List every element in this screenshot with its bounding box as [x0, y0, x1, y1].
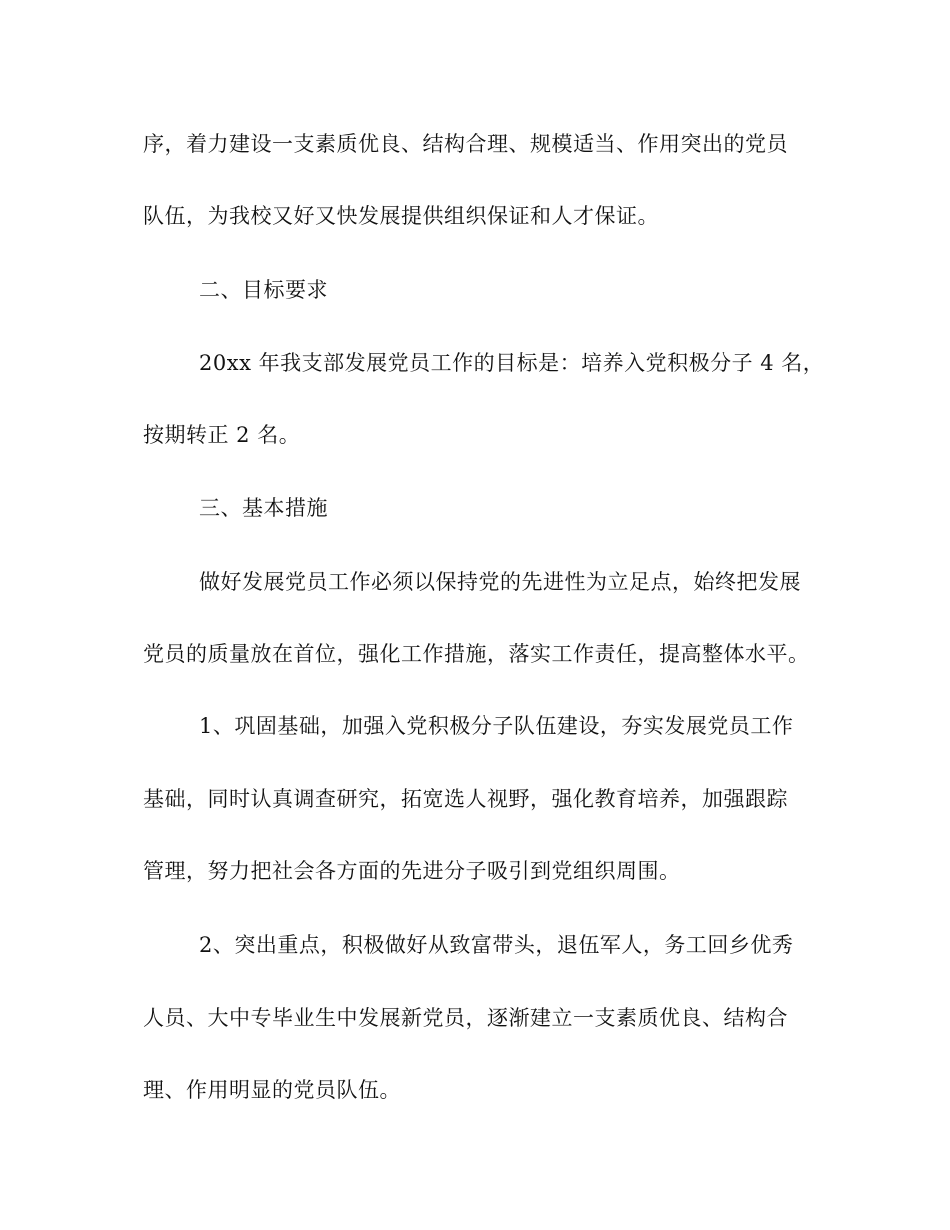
- section-heading: 三、基本措施: [199, 496, 328, 520]
- paragraph-line: 队伍，为我校又好又快发展提供组织保证和人才保证。: [143, 204, 659, 228]
- paragraph-line: 党员的质量放在首位，强化工作措施，落实工作责任，提高整体水平。: [143, 642, 810, 666]
- list-item-line: 2、突出重点，积极做好从致富带头，退伍军人，务工回乡优秀: [199, 933, 794, 957]
- list-item-line: 1、巩固基础，加强入党积极分子队伍建设，夯实发展党员工作: [199, 714, 794, 738]
- paragraph-line: 序，着力建设一支素质优良、结构合理、规模适当、作用突出的党员: [143, 132, 788, 156]
- paragraph-line: 做好发展党员工作必须以保持党的先进性为立足点，始终把发展: [199, 570, 801, 594]
- paragraph-line: 20xx 年我支部发展党员工作的目标是：培养入党积极分子 4 名，: [199, 351, 825, 375]
- paragraph-line: 人员、大中专毕业生中发展新党员，逐渐建立一支素质优良、结构合: [143, 1006, 788, 1030]
- paragraph-line: 按期转正 2 名。: [143, 423, 301, 447]
- paragraph-line: 管理，努力把社会各方面的先进分子吸引到党组织周围。: [143, 859, 681, 883]
- paragraph-line: 基础，同时认真调查研究，拓宽选人视野，强化教育培养，加强跟踪: [143, 787, 788, 811]
- section-heading: 二、目标要求: [199, 278, 328, 302]
- paragraph-line: 理、作用明显的党员队伍。: [143, 1078, 401, 1102]
